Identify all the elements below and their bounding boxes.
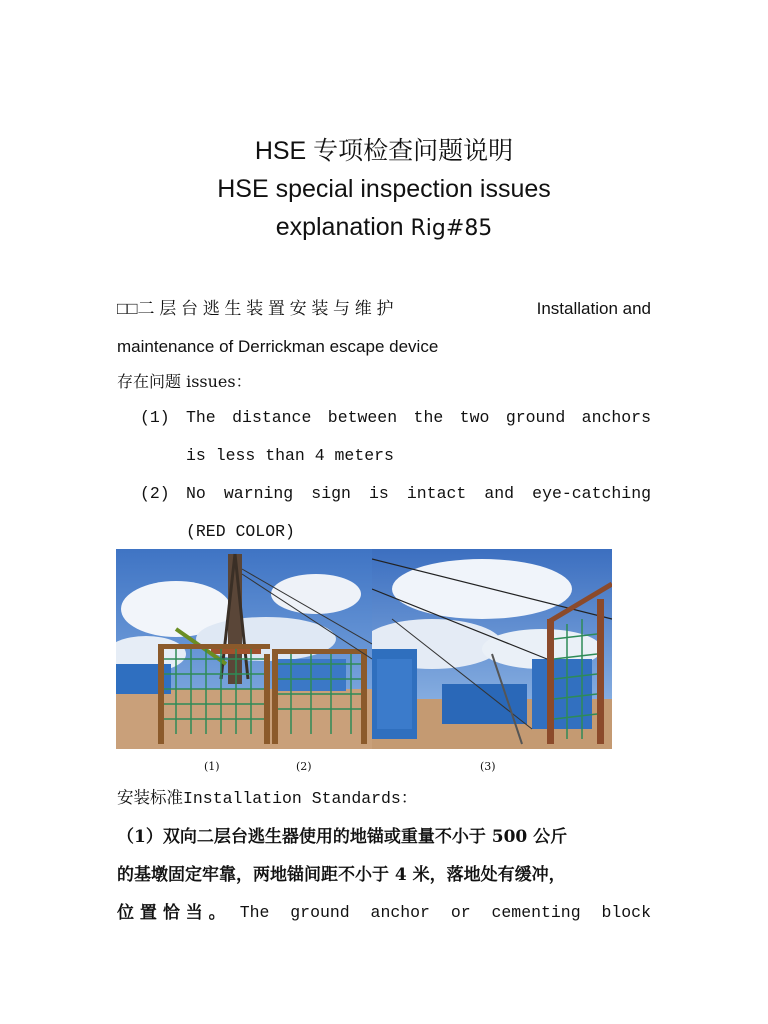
standards-paragraph xyxy=(117,818,651,932)
section-heading-cn: □□二 层 台 逃 生 装 置 安 装 与 维 护 xyxy=(117,299,394,318)
document-title xyxy=(0,132,768,248)
title-line-en: HSE special inspection issues xyxy=(217,175,551,203)
section-heading xyxy=(117,290,651,366)
issue-text-line2: is less than 4 meters xyxy=(186,446,394,465)
issues-label: 存在问题 issues： xyxy=(117,372,252,391)
issue-text-line1: The distance between the two ground anchors xyxy=(186,408,651,427)
standards-label xyxy=(117,780,417,817)
section-heading-row xyxy=(117,290,651,328)
issue-text-line2: (RED COLOR) xyxy=(186,522,295,541)
photo-rig-escape-net xyxy=(116,549,372,749)
photo-caption: (2) xyxy=(296,760,312,773)
standards-line-cn: 位 置 恰 当 。 xyxy=(117,903,226,923)
issue-number: (1) xyxy=(140,408,170,427)
rig-number: Rig#85 xyxy=(410,216,493,241)
standards-label-en: Installation Standards： xyxy=(183,789,418,808)
issue-item xyxy=(140,399,651,475)
photo-ground-anchor xyxy=(372,549,612,749)
standards-label-cn: 安装标准 xyxy=(117,788,183,807)
standards-line: 的基墩固定牢靠，两地锚间距不小于 4 米，落地处有缓冲， xyxy=(117,865,566,885)
photo-caption: (1) xyxy=(204,760,220,773)
title-line-explanation xyxy=(0,208,768,248)
title-explanation-text: explanation xyxy=(275,213,411,241)
photo-caption: (3) xyxy=(480,760,496,773)
issue-number: (2) xyxy=(140,484,170,503)
issue-item xyxy=(140,475,651,551)
standards-line-en: The ground anchor or cementing block xyxy=(239,903,651,922)
section-heading-en-2: maintenance of Derrickman escape device xyxy=(117,337,439,356)
section-heading-en-1: Installation and xyxy=(536,299,651,318)
photo-captions xyxy=(0,760,768,778)
standards-line xyxy=(117,894,651,932)
issue-text-line1: No warning sign is intact and eye-catching xyxy=(186,484,651,503)
title-line-cn: HSE 专项检查问题说明 xyxy=(254,137,514,165)
standards-line: （1）双向二层台逃生器使用的地锚或重量不小于 500 公斤 xyxy=(117,827,568,847)
